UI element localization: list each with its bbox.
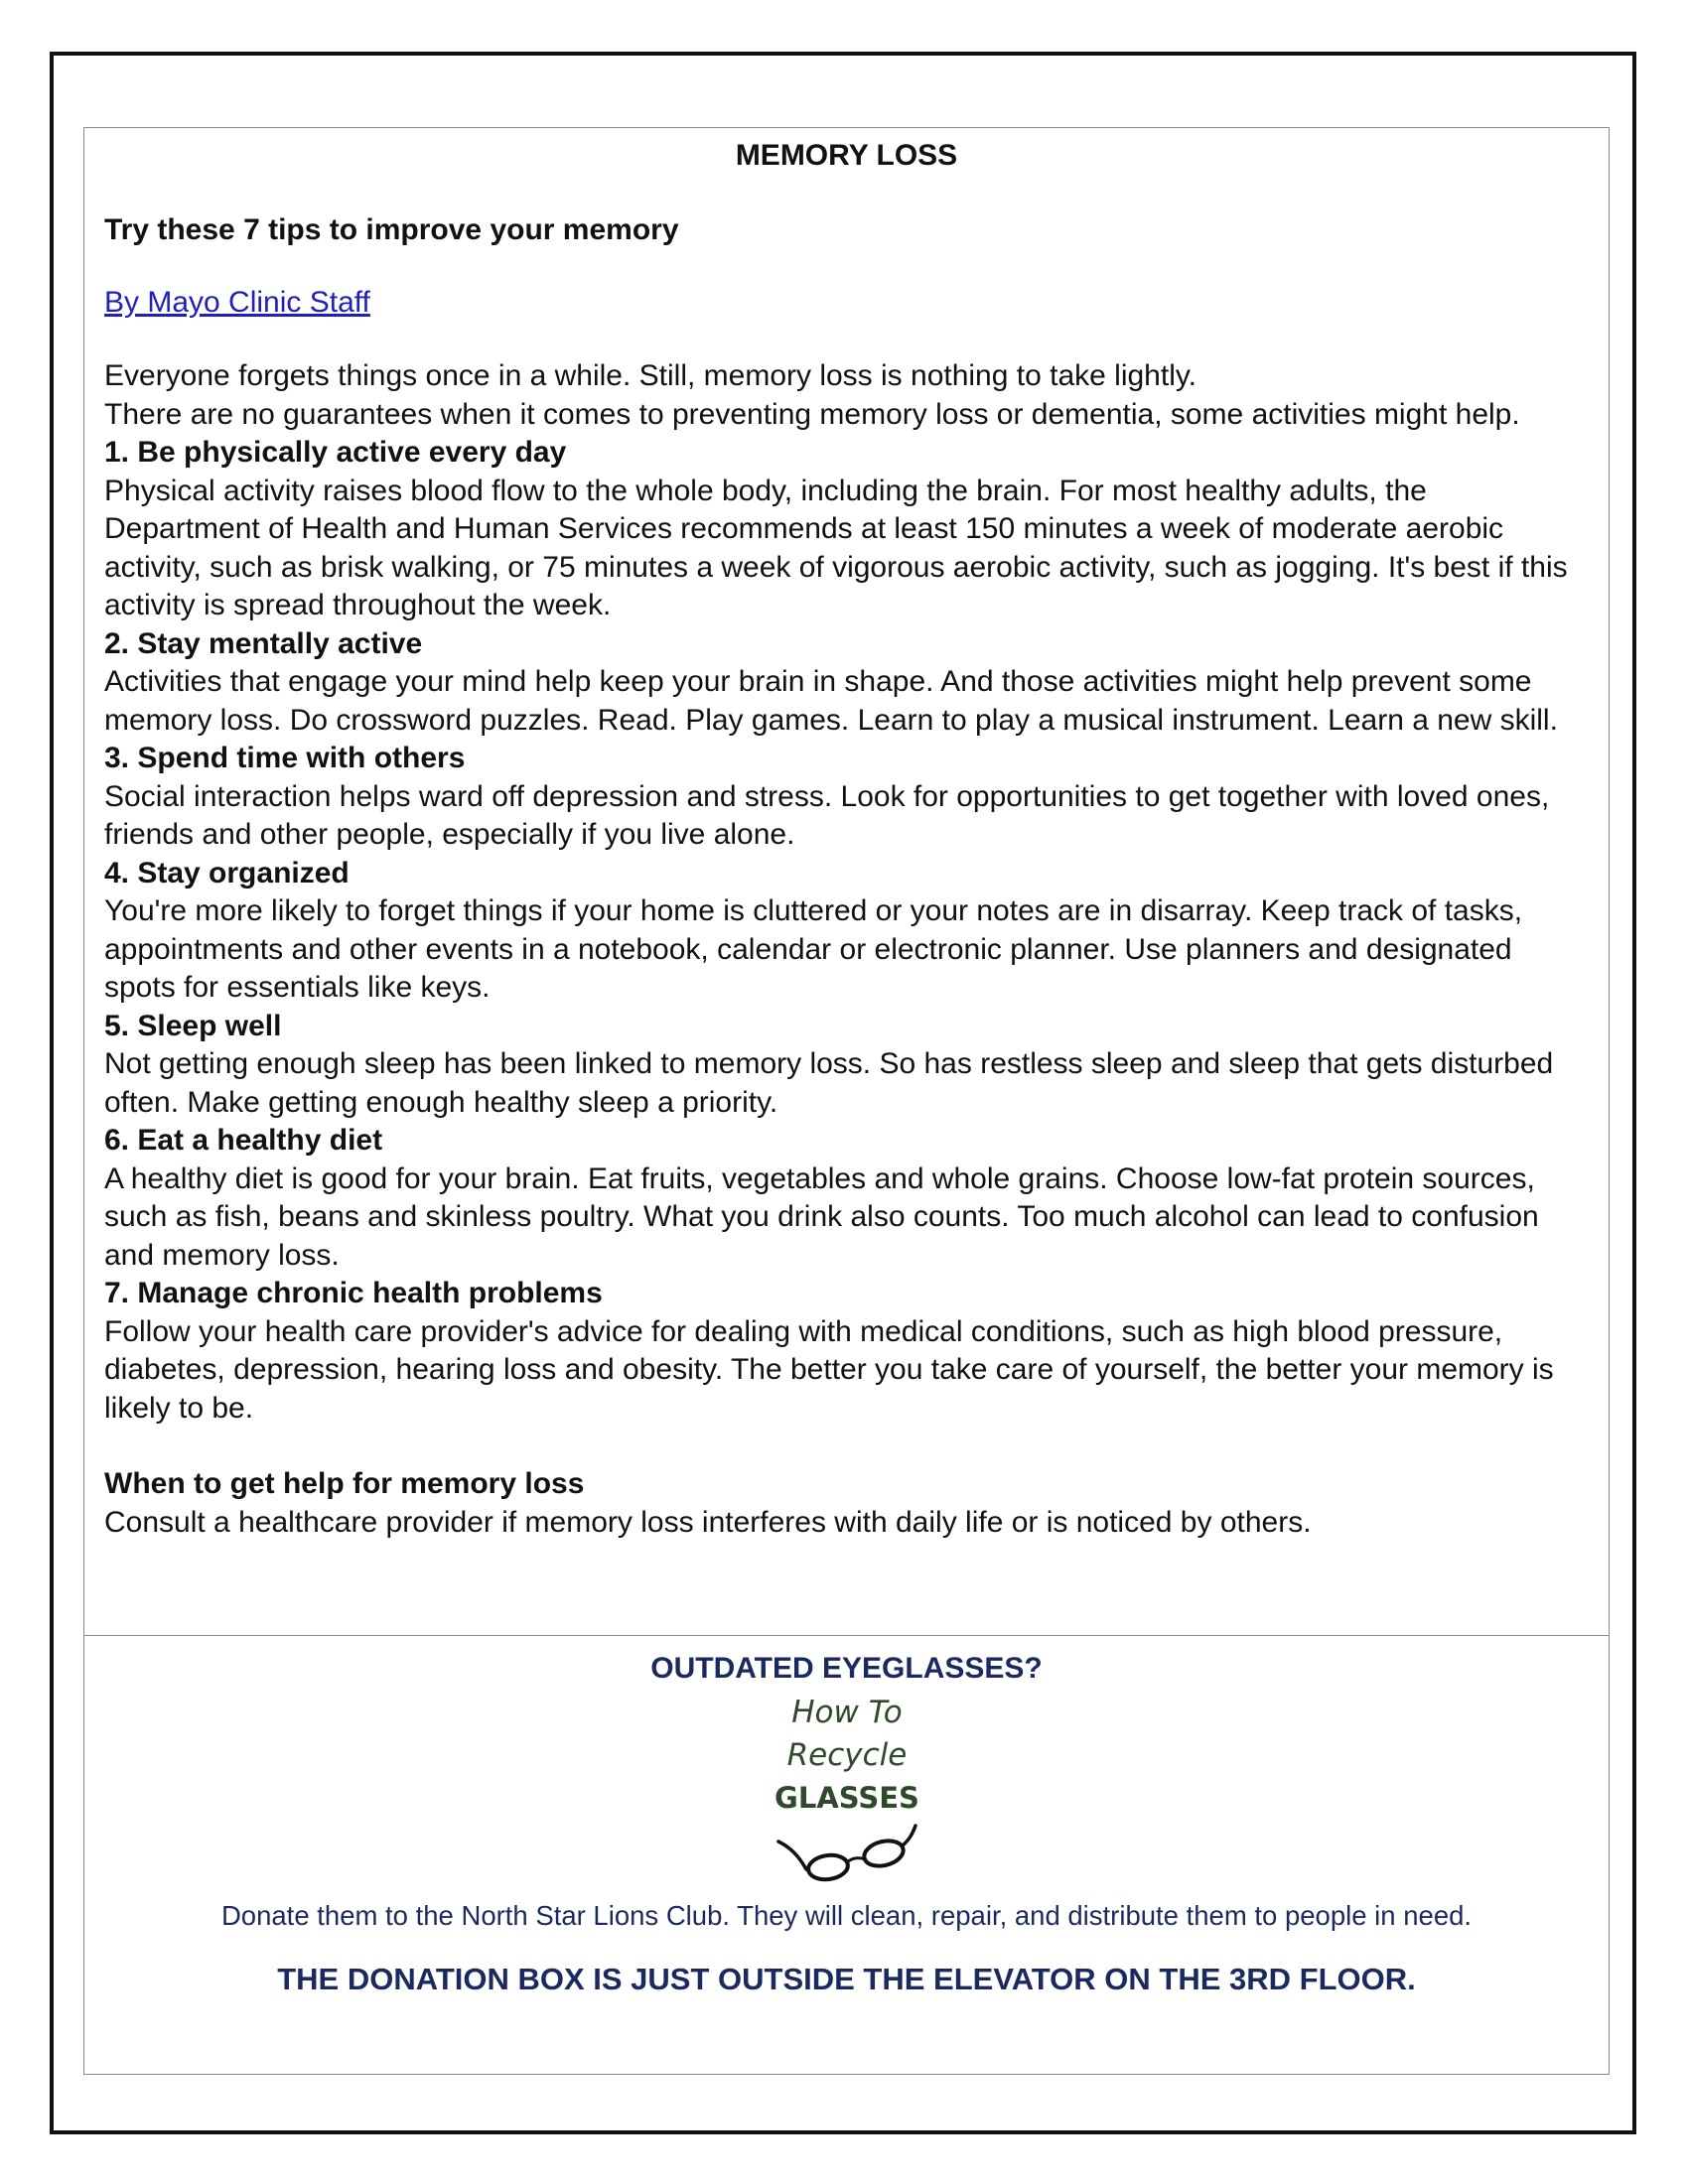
tip-4-text: You're more likely to forget things if your home is cluttered or your notes are in disarray. Keep track of tasks, appointments and other events in a notebook, calendar or electronic planner. Use planners and designated spots for essentials like keys.	[104, 894, 1523, 1004]
intro-paragraph: Everyone forgets things once in a while. Still, memory loss is nothing to take lightly.	[104, 359, 1196, 392]
tip-1-heading: 1. Be physically active every day	[104, 436, 567, 469]
tip-3-text: Social interaction helps ward off depression and stress. Look for opportunities to get together with loved ones, friends and other people, especially if you live alone.	[104, 779, 1550, 851]
eyeglasses-promo	[84, 1637, 1609, 2074]
tip-6-heading: 6. Eat a healthy diet	[104, 1124, 383, 1157]
memory-loss-article	[84, 128, 1609, 1635]
graphic-line-glasses: GLASSES	[774, 1781, 919, 1815]
tip-2-heading: 2. Stay mentally active	[104, 626, 423, 660]
tip-5-heading: 5. Sleep well	[104, 1009, 282, 1042]
tip-2-text: Activities that engage your mind help keep your brain in shape. And those activities might help prevent some memory loss. Do crossword puzzles. Read. Play games. Learn to play a musical instrument. Learn a new skill.	[104, 665, 1558, 737]
donation-box-notice: THE DONATION BOX IS JUST OUTSIDE THE ELEVATOR ON THE 3RD FLOOR.	[277, 1962, 1416, 1996]
tip-7-heading: 7. Manage chronic health problems	[104, 1277, 603, 1309]
tip-1-text: Physical activity raises blood flow to the whole body, including the brain. For most healthy adults, the Department of Health and Human Services recommends at least 150 minutes a week of moderate aerobic activity, such as brisk walking, or 75 minutes a week of vigorous aerobic activity, such as jogging. It's best if this activity is spread throughout the week.	[104, 474, 1568, 621]
newsletter-panel	[83, 127, 1610, 2075]
tip-6-text: A healthy diet is good for your brain. Eat fruits, vegetables and whole grains. Choose low-fat protein sources, such as fish, beans and skinless poultry. What you drink also counts. Too much alcohol can lead to confusion and memory loss.	[104, 1161, 1539, 1272]
help-heading: When to get help for memory loss	[104, 1467, 585, 1500]
tip-7-text: Follow your health care provider's advice for dealing with medical conditions, such as high blood pressure, diabetes, depression, hearing loss and obesity. The better you take care of yourself, the better your memory is likely to be.	[104, 1314, 1554, 1425]
intro-paragraph-2: There are no guarantees when it comes to preventing memory loss or dementia, some activities might help.	[104, 397, 1520, 431]
graphic-line-how-to: How To	[790, 1695, 903, 1730]
promo-title: OUTDATED EYEGLASSES?	[650, 1652, 1043, 1685]
byline-link[interactable]: By Mayo Clinic Staff	[104, 286, 370, 319]
article-title: MEMORY LOSS	[735, 139, 958, 172]
graphic-line-recycle: Recycle	[786, 1737, 907, 1773]
eyeglasses-icon	[778, 1826, 915, 1882]
tip-5-text: Not getting enough sleep has been linked to memory loss. So has restless sleep and sleep that gets disturbed often. Make getting enough healthy sleep a priority.	[104, 1047, 1554, 1119]
recycle-glasses-graphic	[773, 1691, 921, 1889]
tip-3-heading: 3. Spend time with others	[104, 742, 466, 774]
help-text: Consult a healthcare provider if memory loss interferes with daily life or is noticed by others.	[104, 1505, 1312, 1539]
promo-description: Donate them to the North Star Lions Club. They will clean, repair, and distribute them to people in need.	[220, 1900, 1473, 1931]
article-subtitle: Try these 7 tips to improve your memory	[104, 213, 679, 246]
tip-4-heading: 4. Stay organized	[104, 856, 350, 889]
section-divider	[84, 1635, 1609, 1636]
